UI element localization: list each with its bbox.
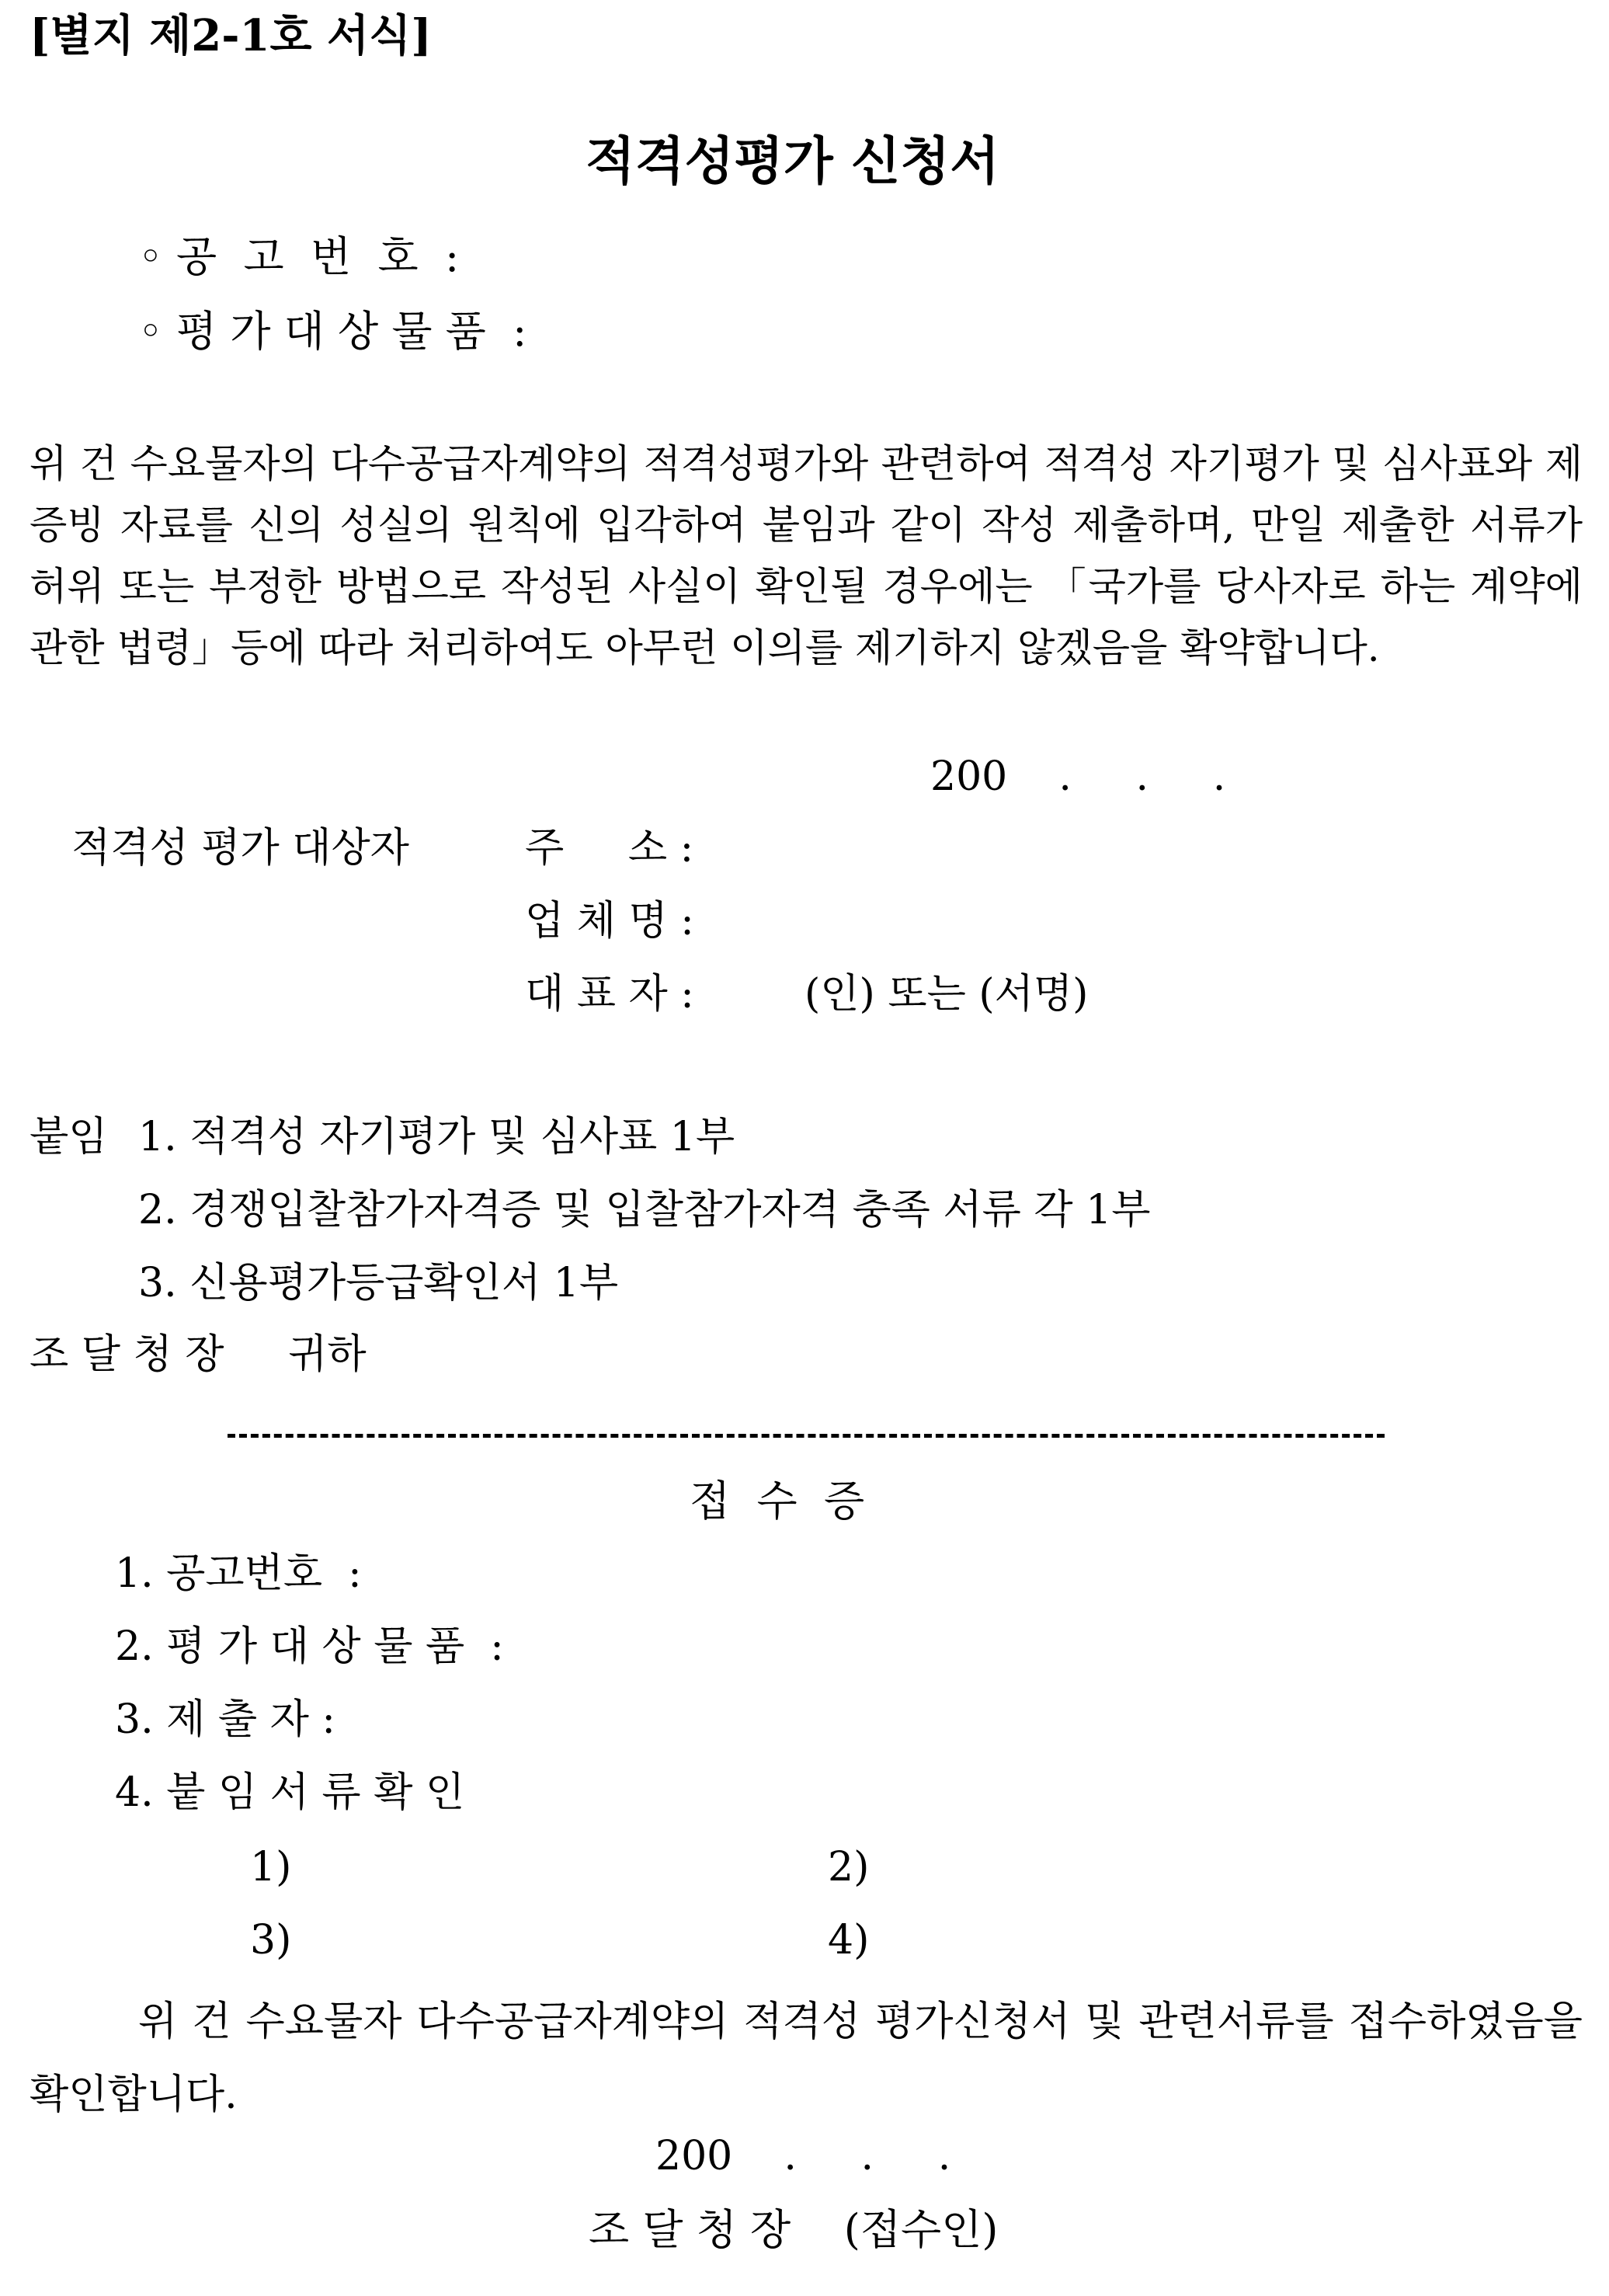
form-label: [별지 제2-1호 서식] <box>30 10 432 61</box>
company-name-field: 업 체 명 : <box>525 898 694 944</box>
check-item: 2) <box>828 1844 870 1891</box>
receipt-submitter: 3. 제 출 자 : <box>115 1696 335 1743</box>
document-title: 적격성평가 신청서 <box>586 130 1000 191</box>
notice-number-field: ◦ 공 고 번 호 : <box>138 232 460 281</box>
applicant-heading: 적격성 평가 대상자 <box>71 825 409 871</box>
application-date: 200 . . . <box>930 753 1226 800</box>
check-item: 4) <box>828 1917 870 1964</box>
check-item: 3) <box>250 1917 292 1964</box>
receipt-signer: 조 달 청 장 (접수인) <box>589 2205 999 2254</box>
representative-field: 대 표 자 : <box>525 971 694 1018</box>
receipt-attachment-check: 4. 붙 임 서 류 확 인 <box>115 1769 465 1816</box>
receipt-date: 200 . . . <box>655 2133 951 2179</box>
addressee: 조 달 청 장 귀하 <box>30 1331 367 1378</box>
receipt-notice-number: 1. 공고번호 : <box>115 1550 362 1597</box>
attachment-item: 3. 신용평가등급확인서 1부 <box>138 1260 619 1306</box>
check-item: 1) <box>250 1844 292 1891</box>
attachment-item: 2. 경쟁입찰참가자격증 및 입찰참가자격 충족 서류 각 1부 <box>138 1187 1151 1233</box>
receipt-title: 접 수 증 <box>690 1477 865 1525</box>
signature-placeholder: (인) 또는 (서명) <box>804 971 1089 1018</box>
cut-line-divider <box>228 1434 1385 1438</box>
address-field: 주 소 : <box>525 825 694 871</box>
receipt-confirmation-paragraph: 위 건 수요물자 다수공급자계약의 적격성 평가신청서 및 관련서류를 접수하였음을 확인합니다. <box>30 1999 1583 2118</box>
receipt-evaluated-product: 2. 평 가 대 상 물 품 : <box>115 1623 504 1670</box>
attachment-item: 1. 적격성 자기평가 및 심사표 1부 <box>138 1114 735 1160</box>
attachments-heading: 붙임 <box>30 1114 108 1160</box>
pledge-paragraph: 위 건 수요물자의 다수공급자계약의 적격성평가와 관련하여 적격성 자기평가 및 심사표와 제증빙 자료를 신의 성실의 원칙에 입각하여 붙임과 같이 작성 제출하며, 만일 제출한 서류가 허위 또는 부정한 방법으로 작성된 사실이 확인될 경우에는 「국가를 당사자로 하는 계약에 관한 법령」등에 따라 처리하여도 아무런 이의를 제기하지 않겠음을 확약합니다. <box>30 441 1583 670</box>
evaluated-product-field: ◦ 평 가 대 상 물 품 : <box>138 307 527 356</box>
